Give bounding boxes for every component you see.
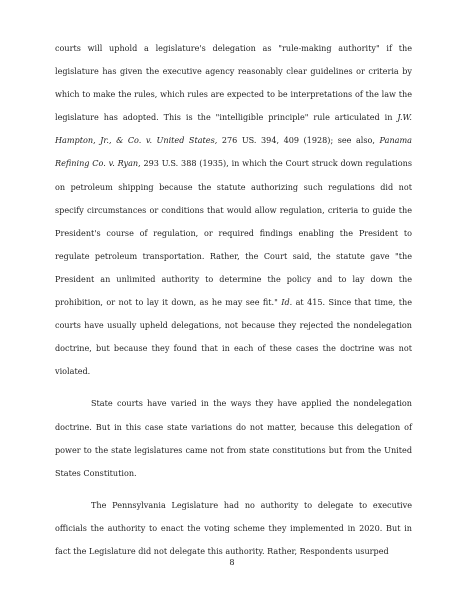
citation-id: Id. bbox=[281, 297, 293, 308]
paragraph-1-run-5: 293 U.S. 388 (1935), in which the Court struck down regulations on petroleum shipping because the statute authorizing such regulations did not specify circumstances or conditions that would allow regulation, criteria to guide the President's course of regulation, or required findings enabling the President to regulate petroleum transportation. Rather, the Court said, the statute gave "the President an unlimited authority to determine the policy and to lay down the prohibition, or not to lay it down, as he may see fit." bbox=[55, 158, 412, 308]
case-citation-hampton: J.W. Hampton, Jr., & Co. v. United States, bbox=[55, 112, 412, 146]
case-citation-panama: Panama Refining Co. v. Ryan, bbox=[55, 135, 412, 169]
body-text bbox=[55, 37, 412, 563]
paragraph-1-run-3: 276 US. 394, 409 (1928); see also, bbox=[217, 135, 380, 146]
paragraph-1 bbox=[55, 37, 412, 383]
paragraph-1-run-7: at 415. Since that time, the courts have usually upheld delegations, not because they rejected the nondelegation doctrine, but because they found that in each of these cases the doctrine was not violated. bbox=[55, 297, 413, 377]
paragraph-3 bbox=[55, 494, 412, 563]
paragraph-3-run-1: The Pennsylvania Legislature had no authority to delegate to executive officials the authority to enact the voting scheme they implemented in 2020. But in fact the Legislature did not delegate this authority. Rather, Respondents usurped bbox=[55, 499, 412, 556]
page-number: 8 bbox=[229, 557, 235, 567]
paragraph-1-run-1: courts will uphold a legislature's delegation as "rule-making authority" if the legislature has given the executive agency reasonably clear guidelines or criteria by which to make the rules, which rules are expected to be interpretations of the law the legislature has adopted. This is the "intelligible principle" rule articulated in bbox=[55, 43, 412, 123]
paragraph-2 bbox=[55, 392, 412, 484]
paragraph-2-run-1: State courts have varied in the ways they have applied the nondelegation doctrine. But in this case state variations do not matter, because this delegation of power to the state legislatures came not from state constitutions but from the United States Constitution. bbox=[55, 398, 412, 478]
